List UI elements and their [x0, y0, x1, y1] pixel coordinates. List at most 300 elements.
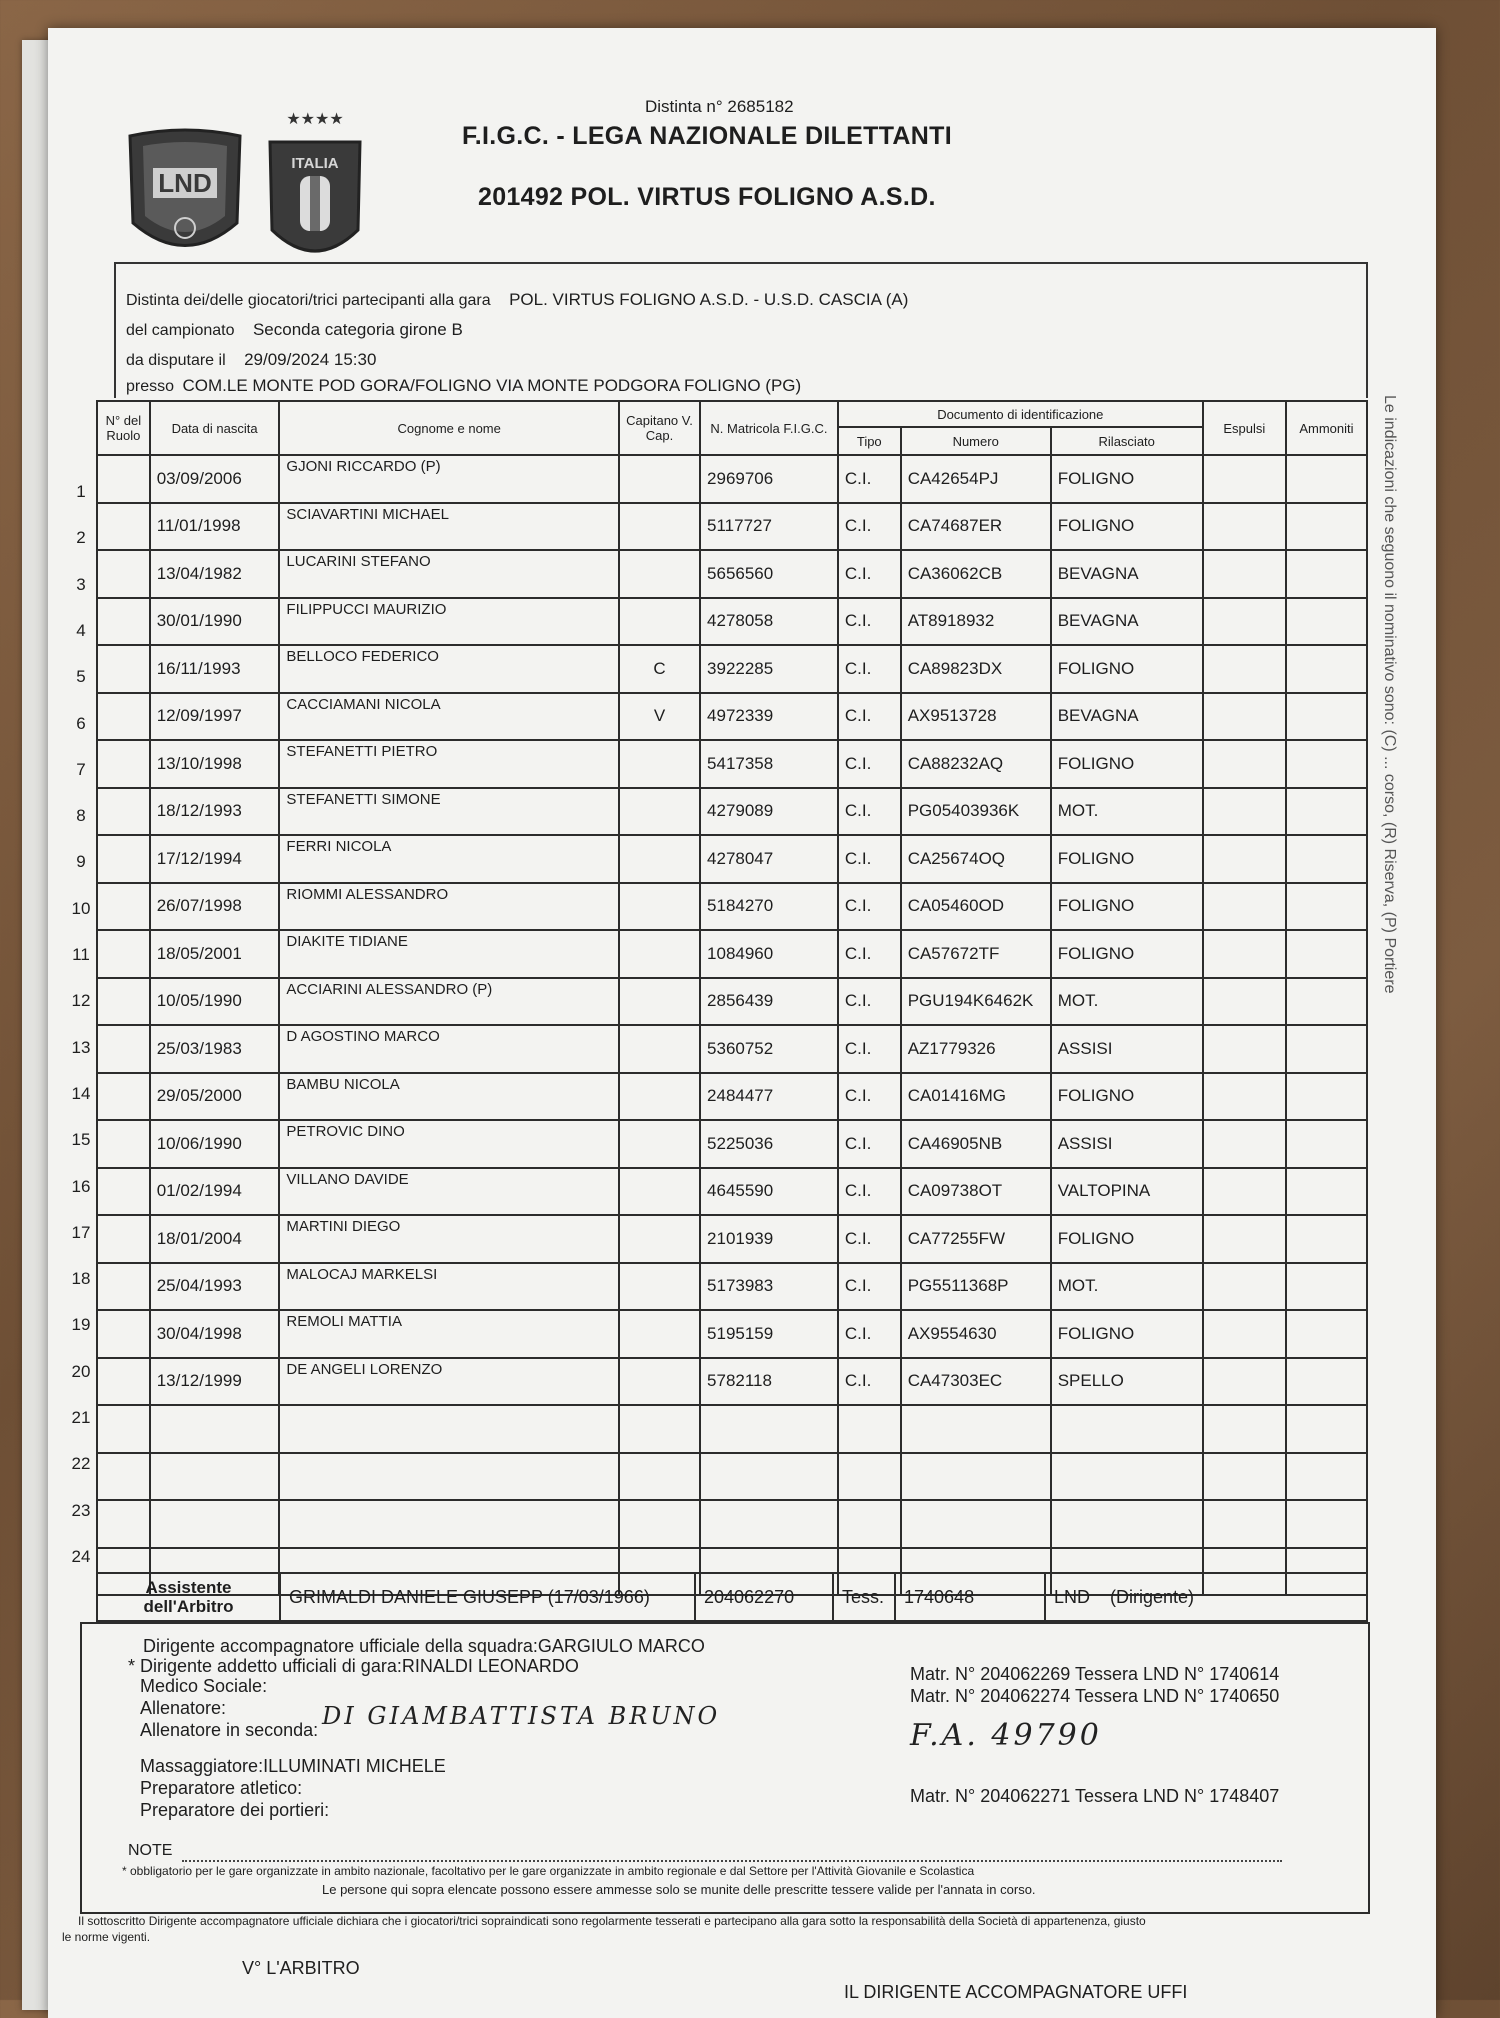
document-title: F.I.G.C. - LEGA NAZIONALE DILETTANTI: [462, 122, 952, 150]
cell-name: CACCIAMANI NICOLA: [279, 693, 619, 741]
cell-n: [97, 788, 150, 836]
table-row: [97, 1500, 1367, 1548]
table-row: [97, 978, 1367, 1026]
cell-esp: [1203, 1263, 1286, 1311]
table-row: [97, 1025, 1367, 1073]
cell-tipo: C.I.: [838, 693, 901, 741]
cell-cap: [619, 1453, 700, 1501]
row-number: 8: [76, 806, 86, 826]
cell-amm: [1286, 978, 1367, 1026]
cell-matr: 5417358: [700, 740, 838, 788]
cell-amm: [1286, 740, 1367, 788]
cell-matr: 5195159: [700, 1310, 838, 1358]
cell-matr: [700, 1405, 838, 1453]
cell-cap: [619, 550, 700, 598]
cell-doc: CA74687ER: [901, 503, 1051, 551]
cell-name: ACCIARINI ALESSANDRO (P): [279, 978, 619, 1026]
medico-line: Medico Sociale:: [140, 1676, 268, 1696]
cell-matr: 5782118: [700, 1358, 838, 1406]
table-row: [97, 1168, 1367, 1216]
cell-matr: 1084960: [700, 930, 838, 978]
cell-birth: 13/04/1982: [150, 550, 280, 598]
note-line: [182, 1860, 1282, 1862]
row-number: 21: [71, 1408, 91, 1427]
assistente-row: [96, 1572, 1368, 1622]
cell-doc: AX9554630: [901, 1310, 1051, 1358]
col-numero: Numero: [901, 427, 1051, 455]
cell-ril: FOLIGNO: [1051, 883, 1203, 931]
cell-esp: [1203, 740, 1286, 788]
row-number: 17: [71, 1222, 91, 1242]
allenatore-line: Allenatore:: [140, 1698, 227, 1718]
cell-name: REMOLI MATTIA: [279, 1310, 619, 1358]
cell-esp: [1203, 835, 1286, 883]
note-label: NOTE: [128, 1842, 173, 1859]
cell-cap: [619, 1025, 700, 1073]
massaggiatore-line: Massaggiatore:ILLUMINATI MICHELE: [140, 1756, 446, 1776]
assistente-label: Assistente dell'Arbitro: [96, 1572, 281, 1622]
table-row: [97, 1405, 1367, 1453]
cell-ril: FOLIGNO: [1051, 1073, 1203, 1121]
data-value: 29/09/2024 15:30: [244, 350, 377, 369]
gara-label: Distinta dei/delle giocatori/trici partecipanti alla gara: [126, 292, 491, 309]
cell-n: [97, 693, 150, 741]
gara-value: POL. VIRTUS FOLIGNO A.S.D. - U.S.D. CASCIA (A): [509, 290, 909, 309]
cell-amm: [1286, 1073, 1367, 1121]
cell-matr: 5360752: [700, 1025, 838, 1073]
allenatore-signature: DI GIAMBATTISTA BRUNO: [322, 1702, 721, 1730]
cell-esp: [1203, 978, 1286, 1026]
cell-cap: [619, 503, 700, 551]
cell-amm: [1286, 1310, 1367, 1358]
cell-matr: 5173983: [700, 1263, 838, 1311]
col-matricola: N. Matricola F.I.G.C.: [700, 401, 838, 455]
cell-cap: [619, 740, 700, 788]
cell-cap: [619, 835, 700, 883]
cell-matr: 5117727: [700, 503, 838, 551]
cell-tipo: C.I.: [838, 550, 901, 598]
cell-birth: 12/09/1997: [150, 693, 280, 741]
cell-esp: [1203, 693, 1286, 741]
cell-doc: CA05460OD: [901, 883, 1051, 931]
cell-tipo: C.I.: [838, 1168, 901, 1216]
cell-birth: 18/01/2004: [150, 1215, 280, 1263]
svg-text:ITALIA: ITALIA: [291, 155, 339, 172]
cell-amm: [1286, 883, 1367, 931]
row-number: 6: [76, 713, 86, 733]
table-row: [97, 1358, 1367, 1406]
campionato-line: [126, 320, 463, 340]
cell-n: [97, 455, 150, 503]
campionato-value: Seconda categoria girone B: [252, 320, 463, 339]
fine-print-2: Le persone qui sopra elencate possono essere ammesse solo se munite delle prescritte tessere valide per l'annata in corso.: [322, 1882, 1036, 1897]
table-row: [97, 1215, 1367, 1263]
cell-n: [97, 1120, 150, 1168]
cell-esp: [1203, 550, 1286, 598]
team-title: 201492 POL. VIRTUS FOLIGNO A.S.D.: [478, 183, 936, 211]
cell-birth: 01/02/1994: [150, 1168, 280, 1216]
cell-esp: [1203, 1358, 1286, 1406]
cell-ril: [1051, 1500, 1203, 1548]
cell-doc: CA36062CB: [901, 550, 1051, 598]
cell-cap: [619, 978, 700, 1026]
cell-cap: [619, 1215, 700, 1263]
cell-cap: [619, 1310, 700, 1358]
cell-cap: [619, 1405, 700, 1453]
col-capitano: Capitano V. Cap.: [619, 401, 700, 455]
cell-name: [279, 1500, 619, 1548]
seconda-line: Allenatore in seconda:: [140, 1720, 319, 1740]
cell-tipo: C.I.: [838, 835, 901, 883]
cell-esp: [1203, 1168, 1286, 1216]
cell-esp: [1203, 1453, 1286, 1501]
cell-matr: 5656560: [700, 550, 838, 598]
arbitro-label: V° L'ARBITRO: [242, 1958, 360, 1978]
cell-amm: [1286, 788, 1367, 836]
cell-matr: [700, 1500, 838, 1548]
cell-ril: FOLIGNO: [1051, 455, 1203, 503]
cell-n: [97, 645, 150, 693]
data-label: da disputare il: [126, 352, 226, 369]
col-documento: Documento di identificazione: [838, 401, 1203, 427]
cell-name: D AGOSTINO MARCO: [279, 1025, 619, 1073]
cell-birth: 11/01/1998: [150, 503, 280, 551]
italia-logo: [265, 110, 365, 270]
cell-amm: [1286, 1358, 1367, 1406]
cell-cap: [619, 930, 700, 978]
row-number: 16: [71, 1176, 91, 1196]
cell-n: [97, 930, 150, 978]
cell-cap: [619, 1500, 700, 1548]
cell-birth: 30/04/1998: [150, 1310, 280, 1358]
cell-n: [97, 1500, 150, 1548]
table-row: [97, 1310, 1367, 1358]
row-number: 9: [76, 852, 86, 872]
cell-cap: [619, 1120, 700, 1168]
presso-line: [126, 376, 801, 396]
matr-1: Matr. N° 204062269 Tessera LND N° 1740614: [910, 1664, 1280, 1684]
cell-amm: [1286, 1215, 1367, 1263]
cell-amm: [1286, 1168, 1367, 1216]
cell-ril: [1051, 1453, 1203, 1501]
cell-n: [97, 978, 150, 1026]
row-number: 5: [76, 667, 86, 687]
cell-n: [97, 1263, 150, 1311]
table-row: [97, 788, 1367, 836]
cell-ril: FOLIGNO: [1051, 740, 1203, 788]
cell-n: [97, 1215, 150, 1263]
cell-matr: 3922285: [700, 645, 838, 693]
cell-esp: [1203, 455, 1286, 503]
cell-name: STEFANETTI PIETRO: [279, 740, 619, 788]
cell-doc: CA89823DX: [901, 645, 1051, 693]
cell-matr: 4278047: [700, 835, 838, 883]
cell-name: BELLOCO FEDERICO: [279, 645, 619, 693]
cell-tipo: C.I.: [838, 1073, 901, 1121]
cell-esp: [1203, 883, 1286, 931]
cell-tipo: C.I.: [838, 740, 901, 788]
cell-esp: [1203, 788, 1286, 836]
cell-tipo: [838, 1500, 901, 1548]
table-row: [97, 883, 1367, 931]
row-number: 18: [71, 1269, 91, 1289]
cell-birth: 13/12/1999: [150, 1358, 280, 1406]
presso-label: presso: [126, 378, 175, 395]
row-number: 12: [71, 991, 91, 1011]
cell-amm: [1286, 645, 1367, 693]
handwritten-code: F.A. 49790: [910, 1718, 1102, 1753]
assistente-numero: 1740648: [894, 1572, 1046, 1622]
cell-birth: 16/11/1993: [150, 645, 280, 693]
cell-cap: V: [619, 693, 700, 741]
cell-amm: [1286, 1405, 1367, 1453]
assistente-name: GRIMALDI DANIELE GIUSEPP (17/03/1966): [279, 1572, 696, 1622]
cell-n: [97, 1310, 150, 1358]
cell-amm: [1286, 503, 1367, 551]
portieri-line: Preparatore dei portieri:: [140, 1800, 330, 1820]
dirigente-line: Dirigente accompagnatore ufficiale della squadra:GARGIULO MARCO: [143, 1636, 705, 1656]
cell-doc: [901, 1405, 1051, 1453]
cell-esp: [1203, 1025, 1286, 1073]
row-number: 24: [71, 1546, 91, 1566]
col-espulsi: Espulsi: [1203, 401, 1286, 455]
cell-name: MALOCAJ MARKELSI: [279, 1263, 619, 1311]
row-number: 19: [71, 1315, 91, 1335]
cell-ril: BEVAGNA: [1051, 693, 1203, 741]
col-nascita: Data di nascita: [150, 401, 280, 455]
table-row: [97, 550, 1367, 598]
cell-esp: [1203, 1310, 1286, 1358]
row-number: 22: [71, 1454, 91, 1474]
row-number: 7: [76, 759, 86, 779]
cell-tipo: C.I.: [838, 455, 901, 503]
table-row: [97, 1120, 1367, 1168]
row-number: 3: [76, 574, 86, 594]
cell-birth: 29/05/2000: [150, 1073, 280, 1121]
cell-birth: 26/07/1998: [150, 883, 280, 931]
table-row: [97, 1453, 1367, 1501]
cell-tipo: C.I.: [838, 978, 901, 1026]
cell-ril: FOLIGNO: [1051, 835, 1203, 883]
cell-doc: CA01416MG: [901, 1073, 1051, 1121]
cell-birth: [150, 1500, 280, 1548]
cell-tipo: C.I.: [838, 1263, 901, 1311]
header-row-1: [97, 401, 1367, 427]
cell-amm: [1286, 1453, 1367, 1501]
cell-birth: 10/05/1990: [150, 978, 280, 1026]
table-row: [97, 835, 1367, 883]
cell-name: DE ANGELI LORENZO: [279, 1358, 619, 1406]
dirigente-signature-label: IL DIRIGENTE ACCOMPAGNATORE UFFI: [844, 1982, 1188, 2002]
cell-n: [97, 1025, 150, 1073]
cell-matr: 2856439: [700, 978, 838, 1026]
table-row: [97, 930, 1367, 978]
cell-n: [97, 1453, 150, 1501]
cell-matr: 5184270: [700, 883, 838, 931]
cell-ril: FOLIGNO: [1051, 1310, 1203, 1358]
cell-ril: BEVAGNA: [1051, 598, 1203, 646]
cell-n: [97, 550, 150, 598]
cell-tipo: C.I.: [838, 930, 901, 978]
table-row: [97, 693, 1367, 741]
atletico-line: Preparatore atletico:: [140, 1778, 303, 1798]
cell-name: GJONI RICCARDO (P): [279, 455, 619, 503]
table-row: [97, 645, 1367, 693]
cell-doc: [901, 1500, 1051, 1548]
roster-body: [97, 455, 1367, 1595]
cell-cap: [619, 1168, 700, 1216]
cell-esp: [1203, 1073, 1286, 1121]
cell-ril: FOLIGNO: [1051, 930, 1203, 978]
row-number: 15: [71, 1130, 91, 1150]
cell-doc: AT8918932: [901, 598, 1051, 646]
cell-birth: 30/01/1990: [150, 598, 280, 646]
table-row: [97, 455, 1367, 503]
table-row: [97, 598, 1367, 646]
col-ruolo: N° del Ruolo: [97, 401, 150, 455]
cell-esp: [1203, 1215, 1286, 1263]
row-number: 10: [71, 898, 91, 918]
cell-tipo: C.I.: [838, 883, 901, 931]
cell-esp: [1203, 1500, 1286, 1548]
col-nome: Cognome e nome: [279, 401, 619, 455]
cell-tipo: C.I.: [838, 1120, 901, 1168]
cell-birth: 25/04/1993: [150, 1263, 280, 1311]
assistente-tipo: Tess.: [832, 1572, 896, 1622]
fine-print-1: * obbligatorio per le gare organizzate in ambito nazionale, facoltativo per le gare organizzate in ambito regionale e dal Settore per l'Attività Giovanile e Scolastica: [122, 1864, 975, 1878]
cell-doc: AX9513728: [901, 693, 1051, 741]
cell-ril: FOLIGNO: [1051, 645, 1203, 693]
cell-matr: [700, 1453, 838, 1501]
cell-esp: [1203, 598, 1286, 646]
cell-tipo: C.I.: [838, 645, 901, 693]
cell-cap: [619, 883, 700, 931]
cell-birth: 03/09/2006: [150, 455, 280, 503]
cell-matr: 5225036: [700, 1120, 838, 1168]
cell-doc: CA46905NB: [901, 1120, 1051, 1168]
cell-ril: FOLIGNO: [1051, 503, 1203, 551]
cell-doc: CA88232AQ: [901, 740, 1051, 788]
cell-name: FILIPPUCCI MAURIZIO: [279, 598, 619, 646]
cell-ril: MOT.: [1051, 788, 1203, 836]
cell-doc: AZ1779326: [901, 1025, 1051, 1073]
cell-name: RIOMMI ALESSANDRO: [279, 883, 619, 931]
cell-amm: [1286, 693, 1367, 741]
cell-n: [97, 835, 150, 883]
table-row: [97, 1263, 1367, 1311]
table-row: [97, 1073, 1367, 1121]
cell-ril: ASSISI: [1051, 1025, 1203, 1073]
cell-birth: [150, 1453, 280, 1501]
row-number: 2: [76, 528, 86, 548]
cell-amm: [1286, 550, 1367, 598]
cell-name: LUCARINI STEFANO: [279, 550, 619, 598]
cell-ril: ASSISI: [1051, 1120, 1203, 1168]
cell-cap: [619, 1073, 700, 1121]
cell-birth: 18/12/1993: [150, 788, 280, 836]
col-tipo: Tipo: [838, 427, 901, 455]
cell-doc: [901, 1453, 1051, 1501]
cell-name: MARTINI DIEGO: [279, 1215, 619, 1263]
data-line: [126, 350, 376, 370]
lnd-logo: [125, 128, 245, 273]
cell-name: PETROVIC DINO: [279, 1120, 619, 1168]
cell-n: [97, 1358, 150, 1406]
cell-ril: VALTOPINA: [1051, 1168, 1203, 1216]
cell-amm: [1286, 455, 1367, 503]
cell-doc: PG05403936K: [901, 788, 1051, 836]
row-number: 4: [76, 620, 86, 640]
assistente-matr: 204062270: [694, 1572, 834, 1622]
cell-amm: [1286, 1500, 1367, 1548]
row-number: 1: [76, 482, 86, 501]
cell-cap: [619, 788, 700, 836]
cell-esp: [1203, 1405, 1286, 1453]
row-number: 14: [71, 1083, 91, 1103]
presso-value: COM.LE MONTE POD GORA/FOLIGNO VIA MONTE PODGORA FOLIGNO (PG): [182, 376, 802, 395]
campionato-label: del campionato: [126, 322, 235, 339]
cell-amm: [1286, 930, 1367, 978]
cell-matr: 4645590: [700, 1168, 838, 1216]
cell-birth: 10/06/1990: [150, 1120, 280, 1168]
cell-amm: [1286, 1263, 1367, 1311]
cell-n: [97, 883, 150, 931]
cell-name: BAMBU NICOLA: [279, 1073, 619, 1121]
cell-tipo: [838, 1453, 901, 1501]
cell-doc: CA47303EC: [901, 1358, 1051, 1406]
cell-cap: [619, 1358, 700, 1406]
cell-name: DIAKITE TIDIANE: [279, 930, 619, 978]
cell-ril: [1051, 1405, 1203, 1453]
cell-doc: CA42654PJ: [901, 455, 1051, 503]
row-number: 23: [71, 1500, 91, 1520]
cell-birth: 13/10/1998: [150, 740, 280, 788]
cell-n: [97, 1073, 150, 1121]
cell-tipo: C.I.: [838, 1310, 901, 1358]
cell-tipo: C.I.: [838, 598, 901, 646]
gara-line: [126, 290, 908, 310]
cell-matr: 2101939: [700, 1215, 838, 1263]
cell-name: STEFANETTI SIMONE: [279, 788, 619, 836]
cell-matr: 2969706: [700, 455, 838, 503]
fine-print-3: Il sottoscritto Dirigente accompagnatore ufficiale dichiara che i giocatori/trici sopraindicati sono regolarmente tesserati e partecipano alla gara sotto la responsabilità della Società di appartenenza, giusto: [78, 1914, 1146, 1928]
cell-n: [97, 740, 150, 788]
matr-3: Matr. N° 204062271 Tessera LND N° 1748407: [910, 1786, 1280, 1806]
cell-name: [279, 1453, 619, 1501]
side-note: Le indicazioni che seguono il nominativo sono: (C) ... corso, (R) Riserva, (P) Portiere: [1381, 395, 1398, 994]
cell-doc: CA57672TF: [901, 930, 1051, 978]
cell-tipo: C.I.: [838, 788, 901, 836]
cell-tipo: C.I.: [838, 1215, 901, 1263]
cell-esp: [1203, 503, 1286, 551]
cell-esp: [1203, 930, 1286, 978]
cell-amm: [1286, 598, 1367, 646]
cell-amm: [1286, 1025, 1367, 1073]
cell-ril: FOLIGNO: [1051, 1215, 1203, 1263]
svg-text:★★★★: ★★★★: [286, 111, 344, 128]
cell-esp: [1203, 645, 1286, 693]
cell-doc: CA09738OT: [901, 1168, 1051, 1216]
cell-name: SCIAVARTINI MICHAEL: [279, 503, 619, 551]
cell-amm: [1286, 835, 1367, 883]
col-rilasciato: Rilasciato: [1051, 427, 1203, 455]
row-number: 11: [72, 945, 90, 964]
cell-n: [97, 598, 150, 646]
cell-cap: [619, 1263, 700, 1311]
distinta-number: Distinta n° 2685182: [645, 97, 794, 116]
cell-ril: SPELLO: [1051, 1358, 1203, 1406]
cell-ril: MOT.: [1051, 1263, 1203, 1311]
